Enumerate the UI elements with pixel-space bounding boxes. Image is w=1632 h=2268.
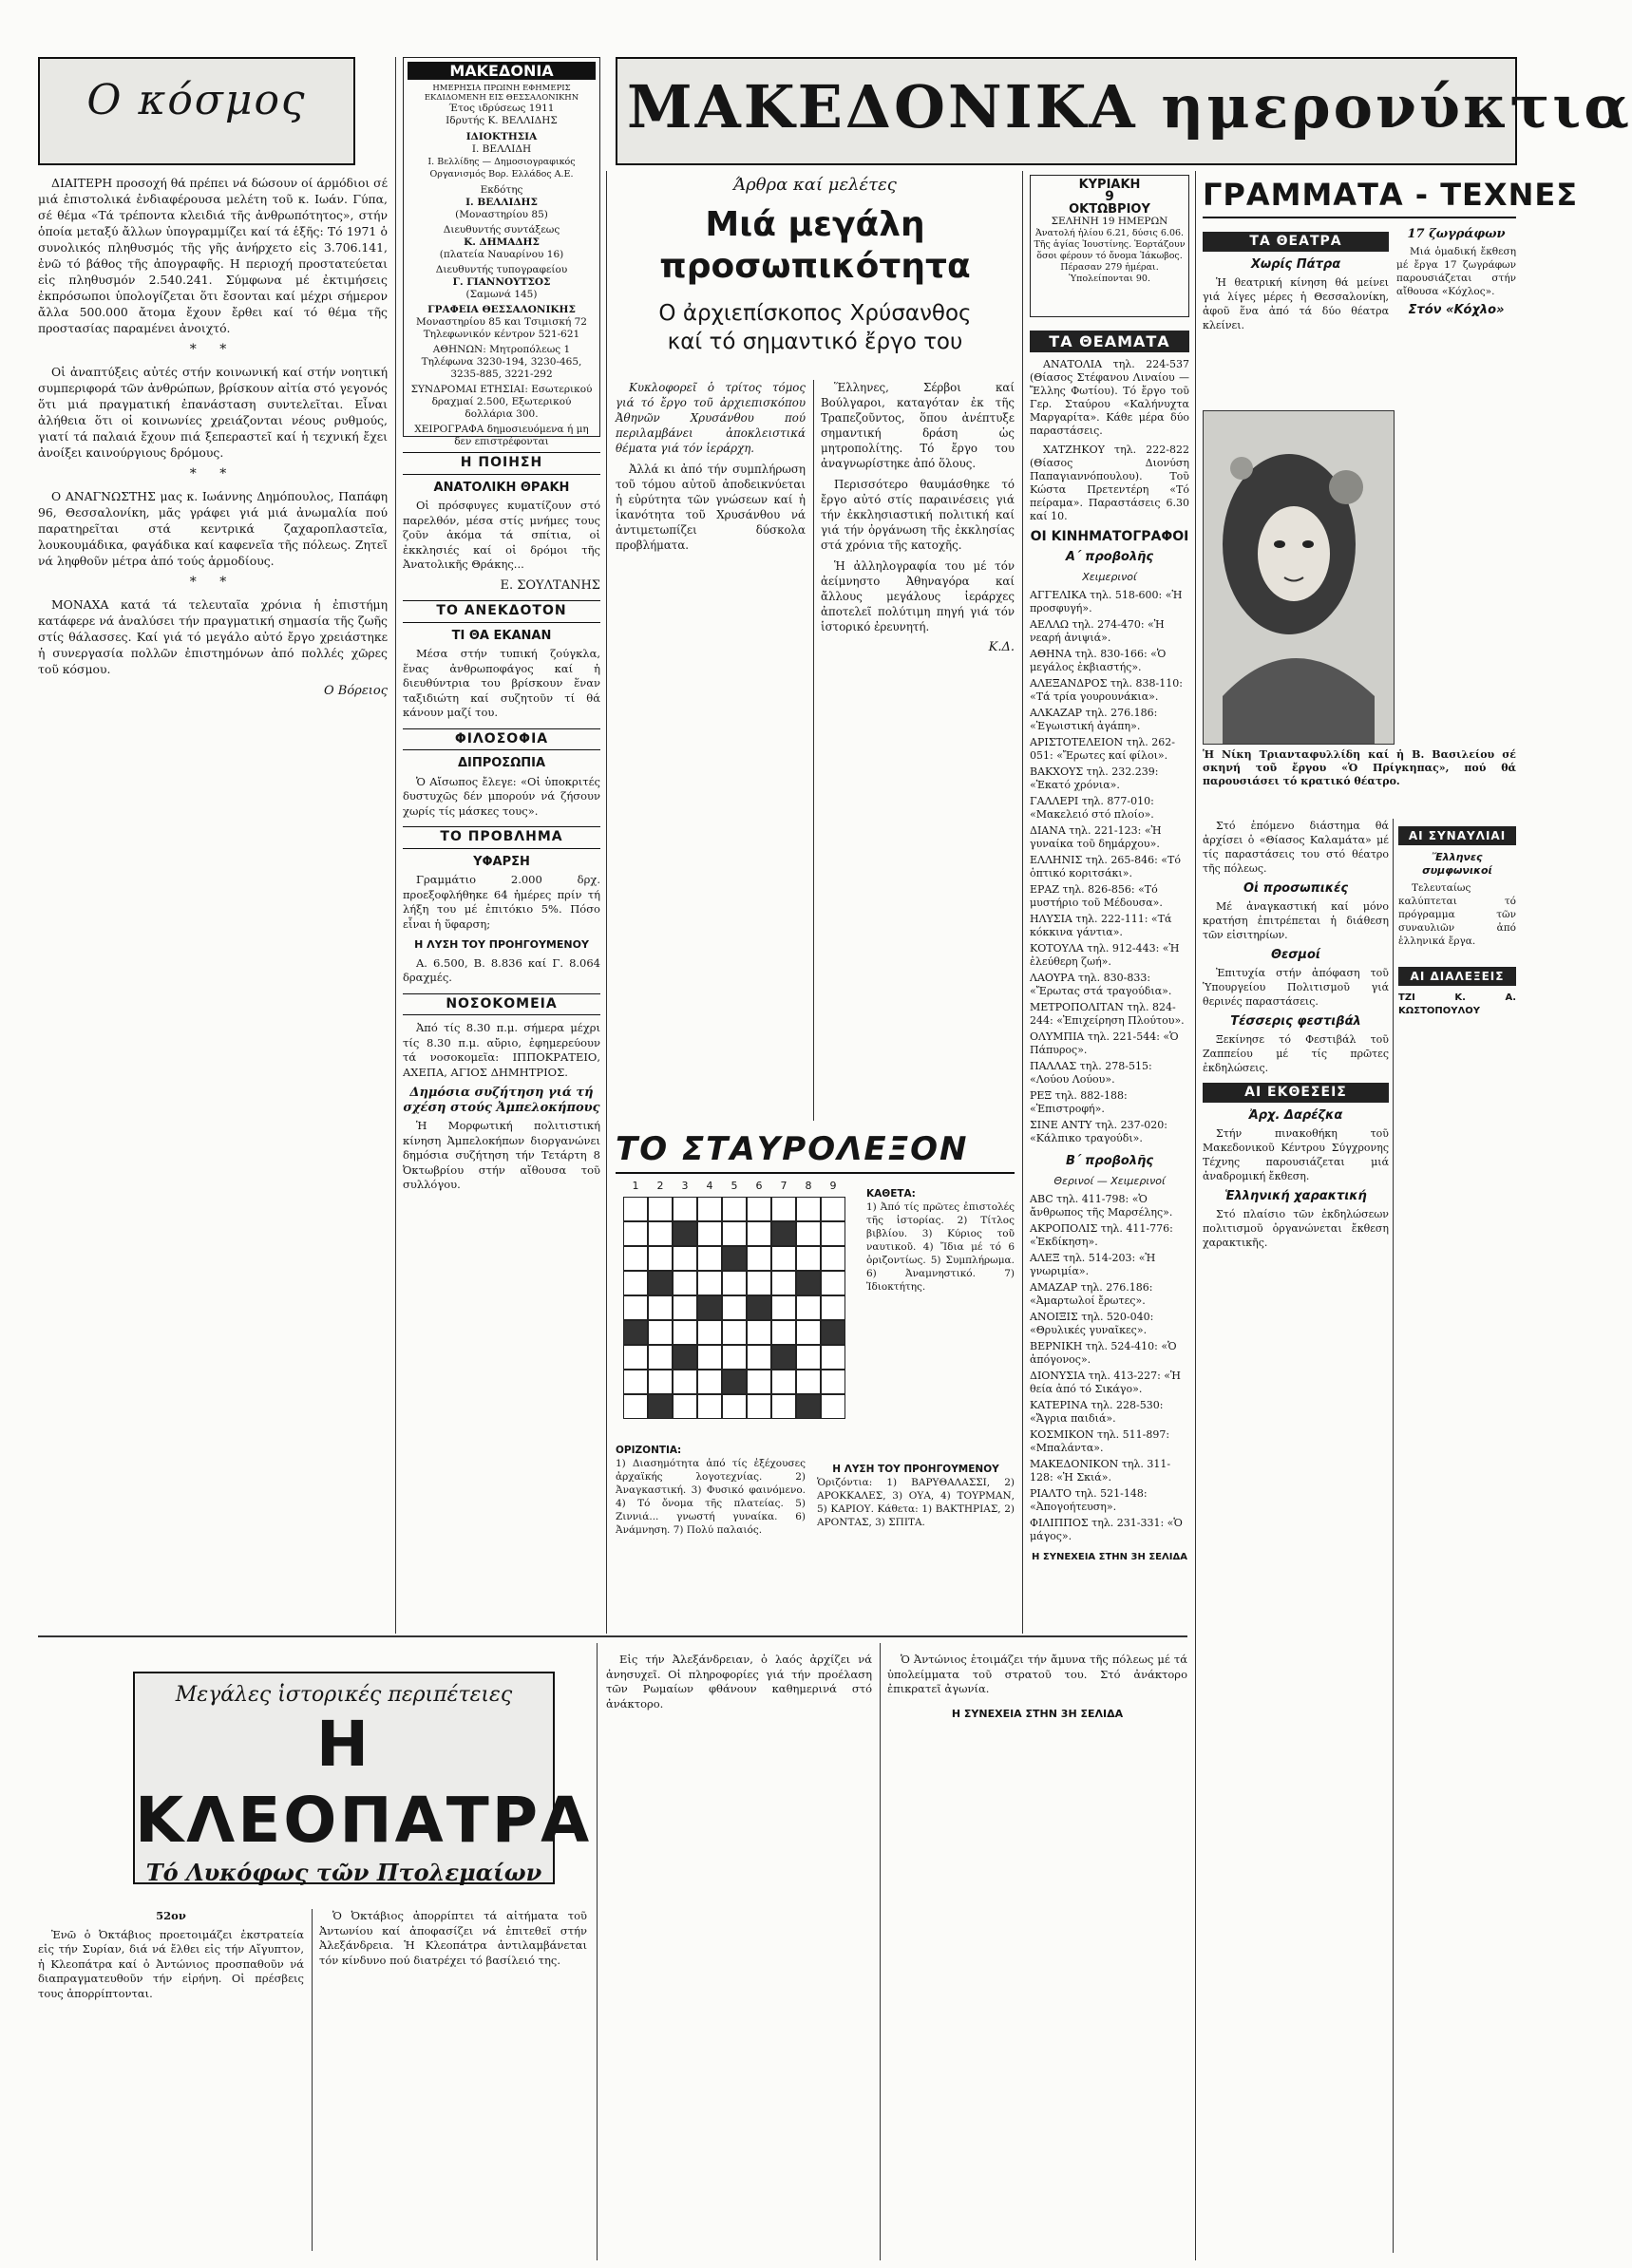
crossword-cell — [771, 1221, 796, 1246]
thesmoi-text: Ἐπιτυχία στήν ἀπόφαση τοῦ Ὑπουργείου Πολιτισμοῦ γιά θερινές παραστάσεις. — [1203, 967, 1389, 1008]
films-list — [1030, 589, 1189, 1145]
publisher: Ι. ΒΕΛΛΙΔΗΣ — [465, 197, 538, 208]
article-paragraph-2: Ἕλληνες, Σέρβοι καί Βούλγαροι, καταγόταν ἐκ τῆς Τραπεζοῦντος, ὅπου ἀνέπτυξε σημαντική δράση ὡς μητροπολίτης. Τό ἔργο του ἀναγνωρίστηκε ἀπό ὅλους. — [821, 381, 1015, 470]
kleopatra-subtitle: Τό Λυκόφως τῶν Πτολεμαίων — [145, 1859, 542, 1886]
across-label: ΟΡΙΖΟΝΤΙΑ: — [616, 1445, 682, 1456]
greek-art-head: Ἑλληνική χαρακτική — [1224, 1189, 1367, 1203]
crossword-cell — [771, 1370, 796, 1394]
founded: Έτος ιδρύσεως 1911 — [448, 103, 555, 114]
crossword-cell — [697, 1394, 722, 1419]
kleopatra-col-4 — [887, 1653, 1187, 2251]
column-rule — [606, 171, 607, 1634]
exhibitions-head: ΑΙ ΕΚΘΕΣΕΙΣ — [1203, 1083, 1389, 1103]
down-label: ΚΑΘΕΤΑ: — [866, 1188, 916, 1200]
film-listing: ΒΕΡΝΙΚΗ τηλ. 524-410: «Ὁ ἀπόγονος». — [1030, 1340, 1177, 1366]
film-listing: ΟΛΥΜΠΙΑ τηλ. 221-544: «Ὁ Πάπυρος». — [1030, 1030, 1179, 1056]
article-headline: Μιά μεγάλη προσωπικότητα — [659, 205, 971, 286]
kleopatra-banner — [133, 1672, 593, 1886]
crossword-cell — [821, 1394, 845, 1419]
crossword-cell — [722, 1221, 747, 1246]
article-subhead-1: Ο ἀρχιεπίσκοπος Χρύσανθος — [658, 301, 972, 326]
theatre-title: Χωρίς Πάτρα — [1250, 257, 1341, 272]
crossword-title: ΤΟ ΣΤΑΥΡΟΛΕΞΟΝ — [616, 1130, 1015, 1174]
crossword-cell — [648, 1394, 673, 1419]
crossword-cell — [796, 1345, 821, 1370]
solution-head: Η ΛΥΣΗ ΤΟΥ ΠΡΟΗΓΟΥΜΕΝΟΥ — [414, 938, 589, 951]
left-paragraph-3: Ο ΑΝΑΓΝΩΣΤΗΣ μας κ. Ιωάννης Δημόπουλος, Παπάφη 96, Θεσσαλονίκη, μᾶς γράφει γιά μιά ἀνωμαλία πού παρατηρεῖται στά κεντρικά ζαχαροπλαστεῖα, λουκουμάδικα, φαγάδικα καί καφενεῖα τῆς πόλεως. Ζητεῖ νά ληφθοῦν μέτρα ἀπό τούς ἁρμοδίους. — [38, 489, 388, 568]
first-run-head: Α΄ προβολῆς — [1065, 550, 1154, 564]
column-rule — [1195, 171, 1196, 2260]
kleopatra-header — [38, 1672, 593, 1899]
crossword-cell — [697, 1370, 722, 1394]
crossword-cell — [673, 1271, 697, 1295]
crossword-cell — [673, 1246, 697, 1271]
film-listing: ΦΙΛΙΠΠΟΣ τηλ. 231-331: «Ὁ μάγος». — [1030, 1517, 1183, 1542]
athens: ΑΘΗΝΩΝ: Μητροπόλεως 1 Τηλέφωνα 3230-194, 3230-465, 3235-885, 3221-292 — [421, 344, 582, 380]
photo-figures — [1204, 411, 1394, 744]
article-intro: Κυκλοφορεῖ ὁ τρίτος τόμος γιά τό ἔργο τοῦ ἀρχιεπισκόπου Ἀθηνῶν Χρυσάνθου πού περιλαμβάνει ἀποκλειστικά θέματα γιά τόν ἱεράρχη. — [616, 381, 806, 455]
kleopatra-paragraph-3: Εἰς τήν Ἀλεξάνδρειαν, ὁ λαός ἀρχίζει νά ἀνησυχεῖ. Οἱ πληροφορίες γιά τήν προέλαση τῶν Ρωμαίων φθάνουν καθημερινά στό ἀνάκτορο. — [606, 1653, 872, 1710]
middle-column — [403, 444, 600, 1630]
crossword-cell — [623, 1221, 648, 1246]
discussion-title: Δημόσια συζήτηση γιά τή σχέση στούς Ἀμπελοκήπους — [403, 1086, 600, 1115]
crossword-cell — [796, 1246, 821, 1271]
crossword-cell — [796, 1320, 821, 1345]
arts-section-title: ΓΡΑΜΜΑΤΑ - ΤΕΧΝΕΣ — [1203, 177, 1516, 218]
crossword-cell — [747, 1320, 771, 1345]
arts-column-right — [1398, 819, 1516, 2253]
founder: Ιδρυτής Κ. ΒΕΛΛΙΔΗΣ — [446, 115, 558, 126]
kleopatra-col-1 — [38, 1909, 304, 2251]
film-listing: ΑΓΓΕΛΙΚΑ τηλ. 518-600: «Ἡ προσφυγή». — [1030, 589, 1183, 614]
cinemas-head: ΟΙ ΚΙΝΗΜΑΤΟΓΡΑΦΟΙ — [1030, 529, 1189, 544]
kleopatra-title: Η ΚΛΕΟΠΑΤΡΑ — [135, 1708, 593, 1857]
crossword-cell — [771, 1271, 796, 1295]
poetry-head: Η ΠΟΙΗΣΗ — [403, 452, 600, 475]
spectacles-continuation: Η ΣΥΝΕΧΕΙΑ ΣΤΗΝ 3Η ΣΕΛΙΔΑ — [1032, 1552, 1187, 1562]
column-rule — [395, 57, 396, 1634]
publisher-label: Εκδότης — [480, 184, 523, 196]
crossword-cell — [722, 1345, 747, 1370]
film-listing: ΑΚΡΟΠΟΛΙΣ τηλ. 411-776: «Ἐκδίκηση». — [1030, 1222, 1173, 1248]
crossword-solution — [817, 1463, 1015, 1624]
publisher-addr: (Μοναστηρίου 85) — [455, 209, 548, 220]
article-header — [616, 175, 1015, 374]
page-title: ΜΑΚΕΔΟΝΙΚΑ ημερονύκτια — [627, 72, 1632, 142]
crossword-cell — [821, 1320, 845, 1345]
film-listing: ΕΡΑΖ τηλ. 826-856: «Τό μυστήριο τοῦ Μέδουσα». — [1030, 883, 1163, 909]
solution: Α. 6.500, Β. 8.836 καί Γ. 8.064 δραχμές. — [403, 955, 600, 984]
philosophy-title: ΔΙΠΡΟΣΩΠΙΑ — [457, 756, 546, 770]
left-paragraph-1: ΔΙΑΙΤΕΡΗ προσοχή θά πρέπει νά δώσουν οί άρμόδιοι σέ μιά ἐπιστολικά ἐνδιαφέρουσα μελέτη τοῦ κ. Ιωάν. Γύπα, σέ θέμα «Τά τρέποντα κλειδιά τῆς ἀνθρωπότητος», στήν ὁποία μεταξύ ἄλλων ὑπογραμμίζει καί τά ἑξῆς: Τό 1971 ὁ συνολικός πληθυσμός τῆς γῆς ἀνήρχετο εἰς 3.706.141, ἐνῶ τό βάθος τῆς ἀπογραφῆς. Η περιοχή προστατεύεται εἰς πληθυσμόν 2.540.241. Σύμφωνα μέ ἐκτιμήσεις ἐκπρόσωποι ὑπολογίζεται ὅτι ἔσονται καί μέχρι σήμερον ἄλλα 500.000 ἄτομα ἔχουν ἔρθει καί τό θέμα τῆς προστασίας παραμένει ἀνοιχτό. — [38, 176, 388, 335]
today-sun: Ἀνατολή ἡλίου 6.21, δύσις 6.06. Τῆς ἁγίας Ἰουστίνης. Ἑορτάζουν ὅσοι φέρουν τό ὄνομα Ἰάκωβος. Πέρασαν 279 ἡμέραι. Ὑπολείπονται 90. — [1034, 228, 1186, 284]
crossword-cell — [771, 1345, 796, 1370]
crossword-cell — [673, 1197, 697, 1221]
crossword-cell — [796, 1370, 821, 1394]
left-signature: Ο Βόρειος — [324, 684, 388, 698]
crossword-cell — [821, 1271, 845, 1295]
theatre-khatzikou: ΧΑΤΖΗΚΟΥ τηλ. 222-822 (Θίασος Διονύση Παπαγιαννόπουλου). Τοῦ Κώστα Πρετεντέρη «Τό πείραμα». Παραστάσεις 6.30 καί 10. — [1030, 444, 1189, 522]
today-date: 9 — [1105, 189, 1114, 204]
prosopikes-head: Οἱ προσωπικές — [1243, 881, 1349, 896]
kleopatra-paragraph-2: Ὁ Ὀκτάβιος ἀπορρίπτει τά αἰτήματα τοῦ Ἀντωνίου καί ἀποφασίζει νά ἐπιτεθεῖ στήν Ἀλεξάνδρεια. Ἡ Κλεοπάτρα ἀντιλαμβάνεται τόν κίνδυνο πού διατρέχει τό βασίλειό της. — [319, 1909, 587, 1967]
film-listing: ΑΛΚΑΖΑΡ τηλ. 276.186: «Ἐγωιστική ἀγάπη». — [1030, 707, 1158, 732]
prosopikes-text: Μέ ἀναγκαστική καί μόνο κρατήση ἐπιτρέπεται ἡ διάθεση τῶν εἰσιτηρίων. — [1203, 900, 1389, 941]
typo: Γ. ΓΙΑΝΝΟΥΤΣΟΣ — [452, 276, 551, 288]
article-signature: Κ.Δ. — [988, 640, 1015, 654]
crossword-cell — [821, 1246, 845, 1271]
theatre-photo — [1203, 410, 1395, 745]
manuscripts: ΧΕΙΡΟΓΡΑΦΑ δημοσιευόμενα ή μη δεν επιστρέφονται — [414, 424, 589, 447]
crossword-col-number: 9 — [829, 1180, 837, 1192]
film-listing: ΡΙΑΛΤΟ τηλ. 521-148: «Ἀπογοήτευση». — [1030, 1487, 1148, 1513]
article-paragraph-4: Ἡ ἀλληλογραφία του μέ τόν ἀείμνηστο Ἀθηναγόρα καί ἄλλους μεγάλους ἱεράρχες ἀποτελεῖ πολύτιμη πηγή γιά τόν ἱστορικό ἐρευνητή. — [821, 559, 1015, 633]
across-clues: 1) Διασημότητα ἀπό τίς ἐξέχουσες ἀρχαϊκής λογοτεχνίας. 2) Ἀναγκαστική. 3) Φυσικό φαινόμενο. 4) Τό ὄνομα τῆς πλατείας. 5) Ζιννιά... γνωστή γυναίκα. 6) Ἀνάμνηση. 7) Πολύ παλαιός. — [616, 1458, 806, 1536]
film-listing: ΓΑΛΛΕΡΙ τηλ. 877-010: «Μακελειό στό πλοίο». — [1030, 795, 1154, 821]
film-listing: ΑΕΛΛΩ τηλ. 274-470: «Ἡ νεαρή ἀνιψιά». — [1030, 618, 1165, 644]
crossword-cell — [747, 1221, 771, 1246]
theatre-anatolia: ΑΝΑΤΟΛΙΑ τηλ. 224-537 (Θίασος Στέφανου Λιναίου — Ἔλλης Φωτίου). Τό ἔργο τοῦ Γερ. Σταύρου «Καλήνυχτα Μαργαρίτα». Κάθε μέρα δύο παραστάσεις. — [1030, 358, 1189, 437]
lectures-head: ΑΙ ΔΙΑΛΕΞΕΙΣ — [1398, 967, 1516, 986]
article-paragraph-1: Ἀλλά κι ἀπό τήν συμπλήρωση τοῦ τόμου αὐτοῦ ἀποδεικνύεται ἡ εὐρύτητα τῶν γνώσεων καί ἡ ἱκανότητα τοῦ Χρυσάνθου νά ἀντιμετωπίζει δύσκολα προβλήματα. — [616, 463, 806, 552]
separator: * * — [189, 342, 237, 357]
crossword-cell — [796, 1295, 821, 1320]
festival-text: Ξεκίνησε τό Φεστιβάλ τοῦ Ζαππείου μέ τίς πρῶτες ἐκδηλώσεις. — [1203, 1033, 1389, 1074]
director: Κ. ΔΗΜΑΔΗΣ — [464, 236, 540, 248]
crossword-cell — [648, 1320, 673, 1345]
problem-title: ΥΦΑΡΣΗ — [473, 854, 530, 869]
film-listing: ABC τηλ. 411-798: «Ὁ ἄνθρωπος τῆς Μαρσέλης». — [1030, 1193, 1173, 1219]
kleopatra-continuation: Η ΣΥΝΕΧΕΙΑ ΣΤΗΝ 3Η ΣΕΛΙΔΑ — [951, 1707, 1124, 1720]
far-text: Μιά ὁμαδική ἔκθεση μέ ἔργα 17 ζωγράφων παρουσιάζεται στήν αἴθουσα «Κόχλος». — [1396, 246, 1516, 297]
kleopatra-kicker: Μεγάλες ἱστορικές περιπέτειες — [175, 1683, 513, 1707]
lectures-author: ΤΖΙ Κ. Α. ΚΩΣΤΟΠΟΥΛΟΥ — [1398, 992, 1516, 1016]
crossword-solution-head: Η ΛΥΣΗ ΤΟΥ ΠΡΟΗΓΟΥΜΕΝΟΥ — [832, 1464, 999, 1475]
crossword-cell — [796, 1197, 821, 1221]
crossword-cell — [697, 1221, 722, 1246]
crossword-col-number: 4 — [706, 1180, 713, 1192]
crossword-cell — [673, 1345, 697, 1370]
crossword-cell — [771, 1394, 796, 1419]
crossword-cell — [623, 1295, 648, 1320]
today-box — [1030, 175, 1189, 317]
crossword-cell — [821, 1370, 845, 1394]
director-addr: (πλατεία Ναυαρίνου 16) — [439, 249, 564, 260]
crossword-col-number: 1 — [632, 1180, 639, 1192]
crossword-col-number: 6 — [755, 1180, 763, 1192]
crossword-grid — [623, 1180, 851, 1425]
photo-caption — [1203, 748, 1516, 815]
crossword-cell — [623, 1246, 648, 1271]
far-right-column — [1396, 224, 1516, 405]
column-rule — [597, 1643, 598, 2260]
film-listing: ΗΛΥΣΙΑ τηλ. 222-111: «Τά κόκκινα γάντια». — [1030, 913, 1172, 938]
crossword-cell — [722, 1320, 747, 1345]
thesmoi-head: Θεσμοί — [1271, 948, 1320, 962]
hospitals: Ἀπό τίς 8.30 π.μ. σήμερα μέχρι τίς 8.30 π.μ. αὔριο, ἐφημερεύουν τά νοσοκομεῖα: ΙΠΠΟΚΡΑΤΕΙΟ, ΑΧΕΠΑ, ΑΓΙΟΣ ΔΗΜΗΤΡΙΟΣ. — [403, 1021, 600, 1079]
crossword-down — [866, 1187, 1015, 1453]
article-col-2 — [821, 380, 1015, 1121]
film-listing: ΜΕΤΡΟΠΟΛΙΤΑΝ τηλ. 824-244: «Ἐπιχείρηση Πλούτου». — [1030, 1001, 1185, 1027]
anecdote-title: ΤΙ ΘΑ ΕΚΑΝΑΝ — [451, 628, 552, 643]
film-listing: ΑΡΙΣΤΟΤΕΛΕΙΟΝ τηλ. 262-051: «Ἔρωτες καί φίλοι». — [1030, 736, 1176, 762]
offices: ΓΡΑΦΕΙΑ ΘΕΣΣΑΛΟΝΙΚΗΣ — [427, 304, 576, 315]
article-col-1 — [616, 380, 806, 1121]
article-subhead-2: καί τό σημαντικό ἔργο του — [667, 330, 963, 354]
film-listing: ΚΟΣΜΙΚΟΝ τηλ. 511-897: «Μπαλάντα». — [1030, 1428, 1170, 1454]
spectacles-column — [1030, 323, 1189, 1814]
section-rule — [38, 1635, 1187, 1637]
philosophy-head: ΦΙΛΟΣΟΦΙΑ — [403, 728, 600, 751]
kleopatra-paragraph-1: Ἐνῶ ὁ Ὀκτάβιος προετοιμάζει ἐκστρατεία εἰς τήν Συρίαν, διά νά ἔλθει εἰς τήν Αἴγυπτον, ἡ Κλεοπάτρα καί ὁ Ἀντώνιος προσπαθοῦν νά διαπραγματευθοῦν τήν εἰρήνη. Οἱ πρέσβεις τους ἀπορρίπτονται. — [38, 1927, 304, 2000]
concerts-sub: Ἔλληνες συμφωνικοί — [1422, 851, 1492, 877]
poem-author: Ε. ΣΟΥΛΤΑΝΗΣ — [500, 577, 600, 593]
typo-label: Διευθυντής τυπογραφείου — [435, 264, 568, 275]
crossword-cell — [623, 1197, 648, 1221]
crossword-col-number: 3 — [681, 1180, 689, 1192]
crossword-cell — [747, 1295, 771, 1320]
logo-sub: ΗΜΕΡΗΣΙΑ ΠΡΩΙΝΗ ΕΦΗΜΕΡΙΣ ΕΚΔΙΔΟΜΕΝΗ ΕΙΣ ΘΕΣΣΑΛΟΝΙΚΗΝ — [424, 84, 579, 103]
second-run-head: Β΄ προβολῆς — [1065, 1154, 1154, 1168]
exhibition-title: Ἀρχ. Δαρέζκα — [1248, 1108, 1343, 1123]
logo: ΜΑΚΕΔΟΝΙΑ — [408, 62, 596, 80]
crossword-cell — [722, 1295, 747, 1320]
crossword-col-number: 8 — [805, 1180, 812, 1192]
crossword-cell — [623, 1370, 648, 1394]
crossword-cell — [747, 1345, 771, 1370]
arts-column-left — [1203, 819, 1389, 2253]
column-rule — [880, 1643, 881, 2260]
ownership-label: ΙΔΙΟΚΤΗΣΙΑ — [465, 131, 538, 142]
film-listing: ΡΕΞ τηλ. 882-188: «Ἐπιστροφή». — [1030, 1089, 1128, 1115]
crossword-cell — [673, 1320, 697, 1345]
left-paragraph-4: ΜΟΝΑΧΑ κατά τά τελευταῖα χρόνια ἡ ἐπιστήμη κατάφερε νά ἀναλύσει τήν πραγματική σημασία τῆς ζωῆς στίς θάλασσες. Καί γιά τό μεγάλο αὐτό ἔργο χρειάστηκε ἡ συνεργασία πολλῶν ἐπιστημόνων ἀπό πολλές χῶρες τοῦ κόσμου. — [38, 597, 388, 676]
crossword-cell — [771, 1197, 796, 1221]
philosophy: Ὁ Αἴσωπος ἔλεγε: «Οἱ ὑποκριτές δυστυχῶς δέν μπορούν νά ζήσουν χωρίς τίς μάσκες τους». — [403, 774, 600, 818]
column-rule — [1022, 171, 1023, 1634]
crossword-col-number: 5 — [731, 1180, 738, 1192]
anecdote-head: ΤΟ ΑΝΕΚΔΟΤΟΝ — [403, 600, 600, 623]
left-column — [38, 175, 388, 1628]
left-banner-title: Ο κόσμος — [86, 76, 307, 124]
crossword-cell — [722, 1197, 747, 1221]
crossword-cell — [673, 1221, 697, 1246]
film-listing: ΔΙΑΝΑ τηλ. 221-123: «Ἡ γυναίκα τοῦ δημάρχου». — [1030, 824, 1162, 850]
film-listing: ΚΑΤΕΡΙΝΑ τηλ. 228-530: «Ἄγρια παιδιά». — [1030, 1399, 1164, 1425]
crossword-cell — [747, 1197, 771, 1221]
theatres-head: ΤΑ ΘΕΑΤΡΑ — [1203, 232, 1389, 252]
today-day: ΚΥΡΙΑΚΗ — [1078, 178, 1141, 192]
poem: Οἱ πρόσφυγες κυματίζουν στό παρελθόν, μέσα στίς μνήμες τους ζοῦν ἀκόμα τά σπίτια, οἱ ἐκκλησιές καί οἱ δρόμοι τῆς Ἀνατολικῆς Θράκης... — [403, 499, 600, 571]
crossword-cell — [623, 1345, 648, 1370]
article-paragraph-3: Περισσότερο θαυμάσθηκε τό ἔργο αὐτό στίς παραινέσεις γιά τήν ἐκκλησιαστική πολιτική καί γιά τήν ὀργάνωση τῆς ἐκκλησίας στά χρόνια τῆς κατοχῆς. — [821, 478, 1015, 552]
column-rule — [312, 1909, 313, 2251]
crossword-cell — [648, 1271, 673, 1295]
film-listing: ΚΟΤΟΥΛΑ τηλ. 912-443: «Ἡ ἐλεύθερη ζωή». — [1030, 942, 1180, 968]
separator: * * — [189, 575, 237, 590]
crossword-solution-text: Ὁριζόντια: 1) ΒΑΡΥΘΑΛΑΣΣΙ, 2) ΑΡΟΚΚΑΛΕΣ, 3) ΟΥΑ, 4) ΤΟΥΡΜΑΝ, 5) ΚΑΡΙΟΥ. Κάθετα: 1) ΒΑΚΤΗΡΙΑΣ, 2) ΑΡΟΝΤΑΣ, 3) ΣΠΙΤΑ. — [817, 1477, 1015, 1528]
masthead-info-box — [403, 57, 600, 447]
left-banner — [38, 57, 355, 165]
article-pre-title: Άρθρα καί μελέτες — [733, 175, 897, 195]
concerts-head: ΑΙ ΣΥΝΑΥΛΙΑΙ — [1398, 826, 1516, 845]
film-listing: ΜΑΚΕΔΟΝΙΚΟΝ τηλ. 311-128: «Ἡ Σκιά». — [1030, 1458, 1171, 1484]
films-list-2 — [1030, 1193, 1189, 1543]
poem-title: ΑΝΑΤΟΛΙΚΗ ΘΡΑΚΗ — [433, 480, 570, 495]
crossword-cell — [796, 1271, 821, 1295]
crossword-cell — [697, 1197, 722, 1221]
crossword-cell — [821, 1221, 845, 1246]
crossword-cell — [747, 1271, 771, 1295]
film-listing: ΑΘΗΝΑ τηλ. 830-166: «Ὁ μεγάλος ἐκβιαστής». — [1030, 648, 1167, 673]
crossword-cell — [648, 1345, 673, 1370]
crossword-cell — [722, 1246, 747, 1271]
crossword — [616, 1130, 1015, 1624]
crossword-cell — [796, 1394, 821, 1419]
crossword-cell — [722, 1370, 747, 1394]
winter-head: Χειμερινοί — [1082, 571, 1137, 583]
crossword-cell — [747, 1394, 771, 1419]
subscriptions: ΣΥΝΔΡΟΜΑΙ ΕΤΗΣΙΑΙ: Εσωτερικού δραχμαί 2.500, Εξωτερικού δολλάρια 300. — [410, 384, 593, 420]
spectacles-head: ΤΑ ΘΕΑΜΑΤΑ — [1030, 331, 1189, 352]
crossword-cell — [771, 1320, 796, 1345]
after-photo-text: Στό ἐπόμενο διάστημα θά ἀρχίσει ὁ «Θίασος Καλαμάτα» μέ τίς παραστάσεις του στό θέατρο τῆς πόλεως. — [1203, 820, 1389, 875]
problem-head: ΤΟ ΠΡΟΒΛΗΜΑ — [403, 826, 600, 849]
crossword-cell — [771, 1246, 796, 1271]
crossword-cell — [648, 1295, 673, 1320]
crossword-cell — [673, 1394, 697, 1419]
kleopatra-episode: 52ον — [156, 1909, 186, 1922]
greek-art-text: Στό πλαίσιο τῶν ἐκδηλώσεων πολιτισμοῦ ὀργανώνεται ἔκθεση χαρακτικῆς. — [1203, 1208, 1389, 1249]
owner: Ι. ΒΕΛΛΙΔΗ — [471, 143, 532, 155]
crossword-cell — [697, 1345, 722, 1370]
film-listing: ΛΑΟΥΡΑ τηλ. 830-833: «Ἔρωτας στά τραγούδια». — [1030, 972, 1172, 997]
problem: Γραμμάτιο 2.000 δρχ. προεξοφλήθηκε 64 ἡμέρες πρίν τή λήξη του μέ ἐπιτόκιο 5%. Πόσο εἶναι ἡ ὕφαρση; — [403, 873, 600, 931]
crossword-cell — [673, 1370, 697, 1394]
film-listing: ΑΜΑΖΑΡ τηλ. 276.186: «Ἀμαρτωλοί ἔρωτες». — [1030, 1281, 1153, 1307]
film-listing: ΣΙΝΕ ΑΝΤΥ τηλ. 237-020: «Κάλπικο τραγούδι». — [1030, 1119, 1167, 1144]
column-rule — [1393, 819, 1394, 2253]
film-listing: ΠΑΛΛΑΣ τηλ. 278-515: «Λούου Λούου». — [1030, 1060, 1152, 1086]
theatres-column — [1203, 224, 1389, 405]
far-sub: Στόν «Κόχλο» — [1408, 303, 1505, 317]
crossword-cell — [697, 1320, 722, 1345]
today-month: ΟΚΤΩΒΡΙΟΥ — [1069, 202, 1150, 217]
owner-note: Ι. Βελλίδης — Δημοσιογραφικός Οργανισμός Βορ. Ελλάδος Α.Ε. — [427, 157, 576, 180]
crossword-col-number: 7 — [780, 1180, 788, 1192]
crossword-cell — [771, 1295, 796, 1320]
film-listing: ΑΝΟΙΞΙΣ τηλ. 520-040: «Θρυλικές γυναῖκες». — [1030, 1311, 1154, 1336]
far-title: 17 ζωγράφων — [1407, 227, 1506, 241]
crossword-cell — [623, 1394, 648, 1419]
crossword-cell — [673, 1295, 697, 1320]
down-clues: 1) Ἀπό τίς πρῶτες ἐπιστολές τῆς ἱστορίας. 2) Τίτλος βιβλίου. 3) Κύριος τοῦ ναυτικοῦ. 4) Ἴδια μέ τό 6 ὁριζοντίως. 5) Συμπλήρωμα. 6) Ἀναμνηστικό. 7) Ἰδιοκτήτης. — [866, 1201, 1015, 1293]
crossword-cell — [722, 1271, 747, 1295]
crossword-cell — [648, 1197, 673, 1221]
crossword-cell — [648, 1221, 673, 1246]
crossword-cell — [697, 1295, 722, 1320]
exhibition-text: Στήν πινακοθήκη τοῦ Μακεδονικοῦ Κέντρου Σύγχρονης Τέχνης παρουσιάζεται μιά ἀναδρομική ἔκθεση. — [1203, 1127, 1389, 1182]
crossword-cell — [623, 1320, 648, 1345]
crossword-cell — [648, 1246, 673, 1271]
crossword-cell — [821, 1197, 845, 1221]
festival-head: Τέσσερις φεστιβάλ — [1230, 1014, 1361, 1029]
film-listing: ΑΛΕΞ τηλ. 514-203: «Ἡ γνωριμία». — [1030, 1252, 1156, 1277]
concerts-text: Τελευταίως καλύπτεται τό πρόγραμμα τῶν συναυλιῶν ἀπό ἑλληνικά ἔργα. — [1398, 882, 1516, 947]
kleopatra-paragraph-4: Ὁ Ἀντώνιος ἑτοιμάζει τήν ἄμυνα τῆς πόλεως μέ τά ὑπολείμματα τοῦ στρατοῦ του. Στό ἀνάκτορο ἐπικρατεῖ ἀγωνία. — [887, 1653, 1187, 1695]
anecdote: Μέσα στήν τυπική ζούγκλα, ἕνας ἀνθρωποφάγος καί ἡ διευθύντρια του βρίσκουν ἕναν ταξιδιώτη καί συζητοῦν τί θά κάνουν μαζί του. — [403, 647, 600, 719]
column-rule — [813, 380, 814, 1121]
crossword-col-number: 2 — [656, 1180, 664, 1192]
film-listing: ΔΙΟΝΥΣΙΑ τηλ. 413-227: «Ἡ θεία ἀπό τό Σικάγο». — [1030, 1370, 1181, 1395]
director-label: Διευθυντής συντάξεως — [443, 224, 560, 236]
crossword-cell — [747, 1246, 771, 1271]
crossword-cell — [747, 1370, 771, 1394]
kleopatra-col-3 — [606, 1653, 872, 2251]
crossword-across — [616, 1444, 806, 1624]
theatre-text: Ἡ θεατρική κίνηση θά μείνει γιά λίγες μέρες ἡ Θεσσαλονίκη, ἀφοῦ ἕνα ἀπό τά δύο θέατρα κλείνει. — [1203, 276, 1389, 331]
crossword-cell — [697, 1271, 722, 1295]
crossword-cell — [722, 1394, 747, 1419]
photo-caption-text: Ἡ Νίκη Τριανταφυλλίδη καί ἡ Β. Βασιλείου σέ σκηνή τοῦ ἔργου «Ὁ Πρίγκηπας», πού θά παρουσιάσει τό κρατικό θέατρο. — [1203, 748, 1516, 787]
film-listing: ΒΑΚΧΟΥΣ τηλ. 232.239: «Ἑκατό χρόνια». — [1030, 765, 1159, 791]
kleopatra-col-2 — [319, 1909, 587, 2251]
offices-addr: Μοναστηρίου 85 και Τσιμισκή 72 Τηλεφωνικόν κέντρον 521-621 — [416, 316, 587, 340]
title-banner — [616, 57, 1632, 165]
film-listing: ΑΛΕΞΑΝΔΡΟΣ τηλ. 838-110: «Τά τρία γουρουνάκια». — [1030, 677, 1183, 703]
hospitals-head: ΝΟΣΟΚΟΜΕΙΑ — [403, 993, 600, 1016]
second-run-sub: Θερινοί — Χειμερινοί — [1053, 1175, 1166, 1187]
crossword-cell — [648, 1370, 673, 1394]
today-moon: ΣΕΛΗΝΗ 19 ΗΜΕΡΩΝ — [1051, 216, 1168, 227]
typo-addr: (Σαμωνά 145) — [465, 289, 538, 300]
film-listing: ΕΛΛΗΝΙΣ τηλ. 265-846: «Τό ὁπτικό κοριτσάκι». — [1030, 854, 1181, 879]
crossword-cell — [796, 1221, 821, 1246]
discussion: Ἡ Μορφωτική πολιτιστική κίνηση Ἀμπελοκήπων διοργανώνει δημόσια συζήτηση τήν Τετάρτη 8 Ὀκτωβρίου στήν αἴθουσα τοῦ συλλόγου. — [403, 1119, 600, 1191]
crossword-cell — [821, 1295, 845, 1320]
crossword-cell — [821, 1345, 845, 1370]
left-paragraph-2: Οἱ ἀναπτύξεις αὐτές στήν κοινωνική καί στήν νοητική συμπεριφορά τῶν ἀνθρώπων, βρίσκουν αἰτία στό γεγονός ὅτι μιά πραγματική ἐπανάσταση συντελεῖται. Εἶναι ἀλήθεια ὅτι οἱ κοινωνίες χρειάζονται νέους ρυθμούς, γιατί τά παλαιά ἔχουν πιά ξεπεραστεῖ καί ἡ τεχνική ἔχει ἀνοίξει καινούργιους δρόμους. — [38, 365, 388, 460]
crossword-cell — [697, 1246, 722, 1271]
separator: * * — [189, 466, 237, 482]
crossword-cell — [623, 1271, 648, 1295]
